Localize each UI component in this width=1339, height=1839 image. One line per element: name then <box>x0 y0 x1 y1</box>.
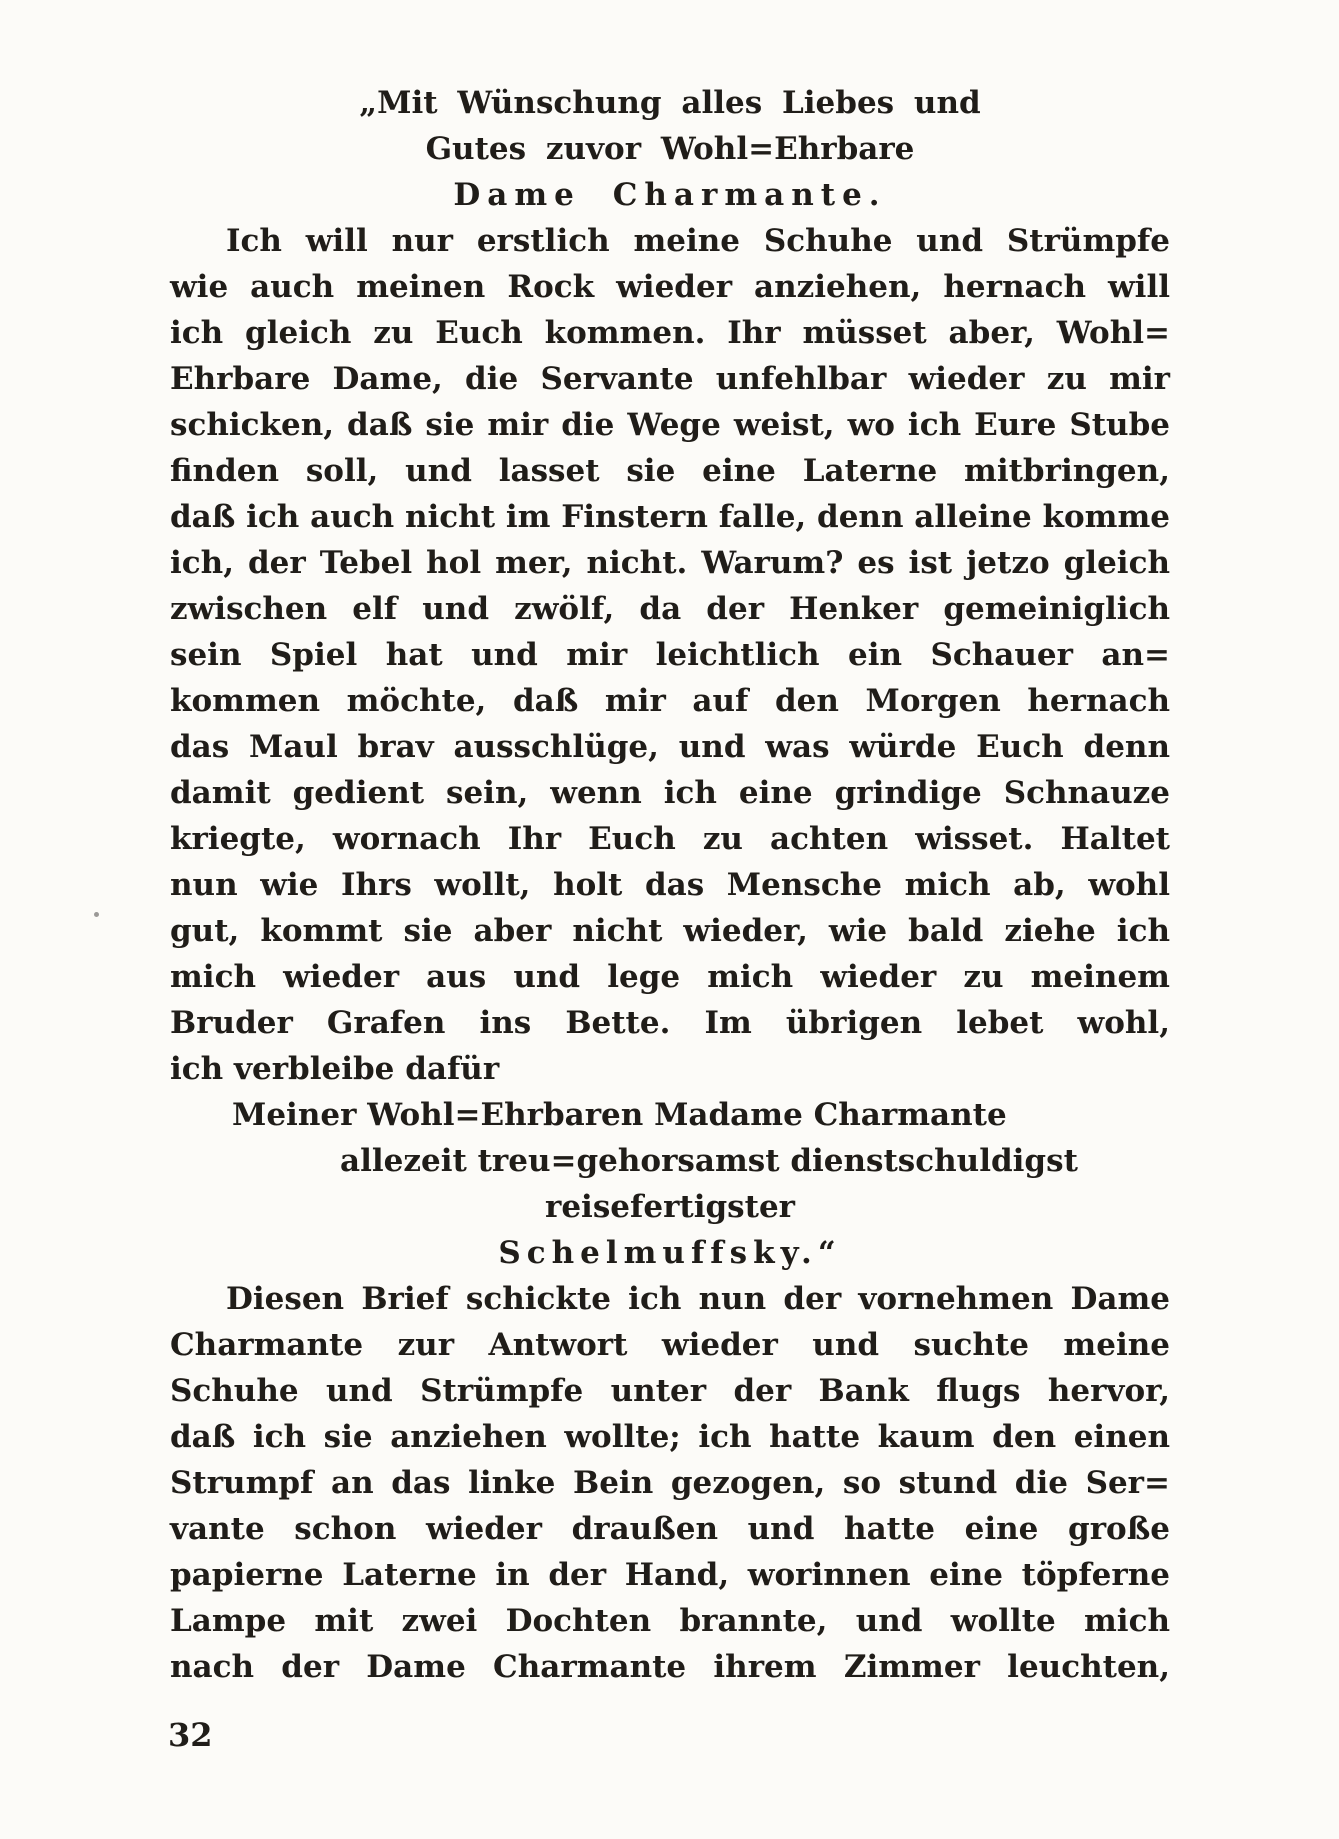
letter-body-line: wie auch meinen Rock wieder anziehen, hernach will <box>170 269 1170 305</box>
letter-body <box>170 218 1170 1092</box>
letter-body-line: Ich will nur erstlich meine Schuhe und Strümpfe <box>226 223 1170 259</box>
letter-body-line: nun wie Ihrs wollt, holt das Mensche mich ab, wohl <box>170 867 1170 903</box>
letter-body-line: das Maul brav ausschlüge, und was würde Euch denn <box>170 729 1170 765</box>
letter-body-line: daß ich auch nicht im Finstern falle, denn alleine komme <box>170 499 1170 535</box>
letter-closing-line: Meiner Wohl=Ehrbaren Madame Charmante <box>232 1097 1007 1133</box>
narrative-line: Lampe mit zwei Dochten brannte, und wollte mich <box>170 1603 1170 1639</box>
letter-body-line: schicken, daß sie mir die Wege weist, wo ich Eure Stube <box>170 407 1170 443</box>
letter-closing-line: Schelmuffsky.“ <box>498 1235 842 1271</box>
letter-body-line: ich gleich zu Euch kommen. Ihr müsset aber, Wohl= <box>170 315 1170 351</box>
letter-body-line: kommen möchte, daß mir auf den Morgen hernach <box>170 683 1170 719</box>
letter-body-line: ich, der Tebel hol mer, nicht. Warum? es ist jetzo gleich <box>170 545 1170 581</box>
narrative-line: Charmante zur Antwort wieder und suchte meine <box>170 1327 1170 1363</box>
narrative-line: papierne Laterne in der Hand, worinnen eine töpferne <box>170 1557 1170 1593</box>
salutation-line: „Mit Wünschung alles Liebes und <box>359 85 981 121</box>
narrative-paragraph <box>170 1276 1170 1690</box>
letter-body-line: finden soll, und lasset sie eine Laterne mitbringen, <box>170 453 1170 489</box>
letter-closing-line: allezeit treu=gehorsamst dienstschuldigst <box>340 1143 1078 1179</box>
letter-body-line: gut, kommt sie aber nicht wieder, wie bald ziehe ich <box>170 913 1170 949</box>
narrative-line: nach der Dame Charmante ihrem Zimmer leuchten, <box>170 1649 1170 1685</box>
letter-body-line: mich wieder aus und lege mich wieder zu meinem <box>170 959 1170 995</box>
letter-body-line: zwischen elf und zwölf, da der Henker gemeiniglich <box>170 591 1170 627</box>
salutation-line: Dame Charmante. <box>453 177 887 213</box>
letter-body-line: kriegte, wornach Ihr Euch zu achten wisset. Haltet <box>170 821 1170 857</box>
letter-closing-line: reisefertigster <box>545 1189 795 1225</box>
letter-salutation <box>170 80 1170 218</box>
letter-body-line: damit gedient sein, wenn ich eine grindige Schnauze <box>170 775 1170 811</box>
narrative-line: Schuhe und Strümpfe unter der Bank flugs hervor, <box>170 1373 1170 1409</box>
narrative-line: Diesen Brief schickte ich nun der vornehmen Dame <box>226 1281 1170 1317</box>
salutation-line: Gutes zuvor Wohl=Ehrbare <box>425 131 915 167</box>
page-text-block <box>170 80 1170 1690</box>
letter-body-line: Bruder Grafen ins Bette. Im übrigen lebet wohl, <box>170 1005 1170 1041</box>
page-number: 32 <box>168 1716 213 1754</box>
letter-body-line: ich verbleibe dafür <box>170 1051 500 1087</box>
narrative-line: daß ich sie anziehen wollte; ich hatte kaum den einen <box>170 1419 1170 1455</box>
narrative-line: Strumpf an das linke Bein gezogen, so stund die Ser= <box>170 1465 1170 1501</box>
narrative-line: vante schon wieder draußen und hatte eine große <box>170 1511 1170 1547</box>
letter-body-line: Ehrbare Dame, die Servante unfehlbar wieder zu mir <box>170 361 1170 397</box>
letter-closing <box>170 1092 1170 1276</box>
letter-body-line: sein Spiel hat und mir leichtlich ein Schauer an= <box>170 637 1170 673</box>
scan-speck <box>94 912 99 917</box>
